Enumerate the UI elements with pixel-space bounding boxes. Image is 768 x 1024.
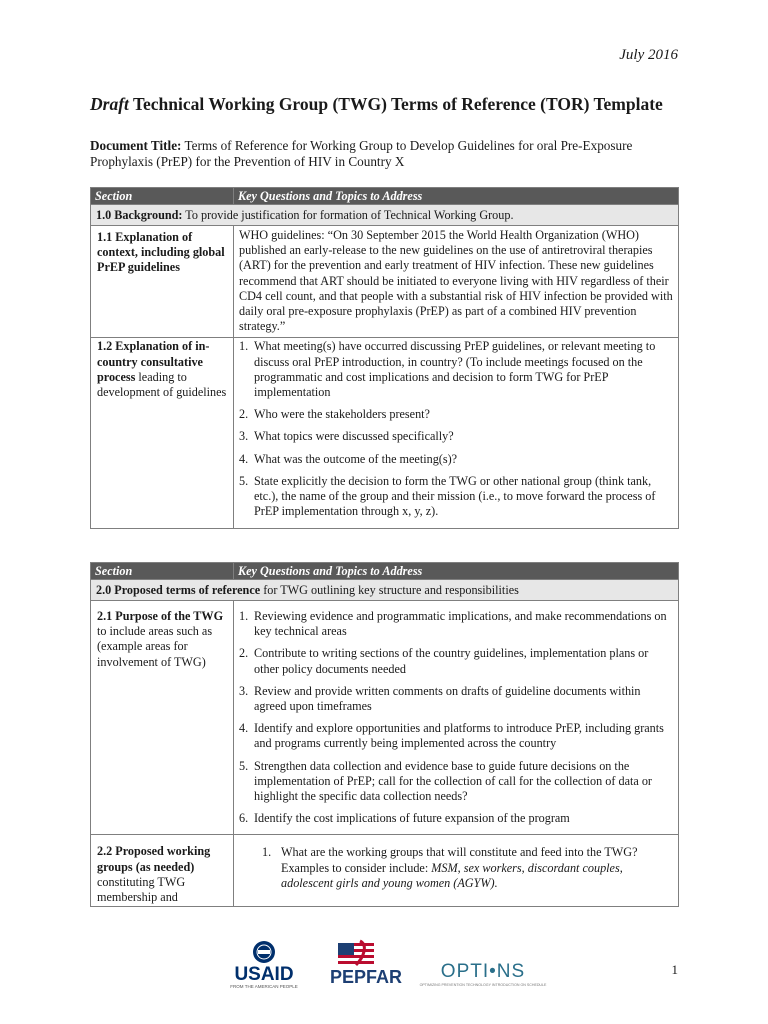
document-title-text: Terms of Reference for Working Group to Develop Guidelines for oral Pre-Exposure Prophylaxis (PrEP) for the Prevention of HIV in Country X	[90, 138, 633, 169]
band-text: for TWG outlining key structure and responsibilities	[260, 583, 519, 597]
terms-table	[90, 562, 679, 907]
date: July 2016	[619, 47, 678, 63]
document-heading	[90, 94, 663, 115]
band-label: 2.0 Proposed terms of reference	[96, 583, 261, 597]
header-section: Section	[91, 563, 234, 580]
row-content: WHO guidelines: “On 30 September 2015 the World Health Organization (WHO) published an early-release to the new guidelines on the use of antiretroviral therapies (ART) for the prevention and early treatment of HIV infection. These new guidelines recommend that ART should be initiated to everyone living with HIV regardless of their CD4 cell count, and that people with a substantial risk of HIV infection be provided with daily oral pre-exposure prophylaxis (PrEP) as part of a combined HIV prevention strategy.”	[234, 226, 679, 338]
header-section: Section	[91, 188, 234, 205]
table-row	[91, 601, 679, 835]
document-title	[90, 138, 690, 170]
list-item: 5. State explicitly the decision to form the TWG or other national group (think tank, etc.), the name of the group and their mission (i.e., to move forward the process of PrEP implementation through x, y, z).	[239, 473, 656, 519]
pepfar-logo	[330, 941, 402, 987]
row-label-rest: to include areas such as (example areas for involvement of TWG)	[97, 624, 213, 669]
table-header	[91, 563, 679, 580]
row-label: 1.2 Explanation of in-country consultative process	[97, 339, 210, 384]
table-row	[91, 338, 679, 529]
list-item: 2. Contribute to writing sections of the country guidelines, implementation plans or other policy documents needed	[239, 646, 649, 676]
table-row	[91, 226, 679, 338]
row-label: 2.2 Proposed working groups (as needed)	[97, 844, 211, 874]
options-tagline: OPTIMIZING PREVENTION TECHNOLOGY INTRODUCTION ON SCHEDULE	[419, 983, 547, 987]
section-band	[91, 205, 679, 226]
row-label: 2.1 Purpose of the TWG	[97, 609, 224, 623]
list-item: 1. Reviewing evidence and programmatic implications, and make recommendations on key technical areas	[239, 609, 667, 639]
list-item: 4. What was the outcome of the meeting(s)?	[239, 451, 458, 466]
header-questions: Key Questions and Topics to Address	[234, 563, 679, 580]
heading-text: Technical Working Group (TWG) Terms of Reference (TOR) Template	[128, 94, 663, 114]
list-item: 6. Identify the cost implications of future expansion of the program	[239, 811, 570, 826]
list-item: 4. Identify and explore opportunities and platforms to introduce PrEP, including grants and programs currently being implemented across the country	[239, 721, 664, 751]
header-questions: Key Questions and Topics to Address	[234, 188, 679, 205]
band-label: 1.0 Background:	[96, 208, 183, 222]
row-label: 1.1 Explanation of context, including global PrEP guidelines	[97, 230, 225, 275]
working-groups-list	[239, 845, 673, 891]
list-item: 3. Review and provide written comments on drafts of guideline documents within agreed upon timeframes	[239, 683, 641, 714]
background-table	[90, 187, 679, 529]
usaid-logo	[230, 941, 297, 989]
usaid-wordmark: USAID	[234, 964, 294, 985]
table-row	[91, 835, 679, 907]
purpose-list	[239, 609, 673, 826]
list-item: 3. What topics were discussed specifically?	[239, 429, 454, 444]
options-logo	[420, 961, 547, 987]
options-wordmark: OPTI•NS	[440, 961, 526, 982]
list-item: 1. What meeting(s) have occurred discussing PrEP guidelines, or relevant meeting to discuss oral PrEP introduction, in country? (To include meetings focused on the programmatic and cost implications and decision to form TWG for PrEP implementation	[239, 339, 656, 400]
list-item: 1. What are the working groups that will constitute and feed into the TWG? Examples to consider include: MSM, sex workers, discordant couples, adolescent girls and young women (AGYW).	[262, 845, 638, 890]
section-band	[91, 580, 679, 601]
table-header	[91, 188, 679, 205]
pepfar-wordmark: PEPFAR	[329, 967, 403, 987]
usaid-tagline: FROM THE AMERICAN PEOPLE	[230, 984, 298, 989]
page-number: 1	[671, 962, 678, 977]
document-title-label: Document Title:	[90, 138, 182, 153]
row-label-rest: constituting TWG membership and	[97, 874, 186, 905]
partner-logos	[0, 935, 768, 995]
list-item: 2. Who were the stakeholders present?	[239, 407, 430, 422]
list-item: 5. Strengthen data collection and evidence base to guide future decisions on the implementation of PrEP; call for the collection of call for the collection of data or highlight the specific data collection needs?	[239, 758, 652, 804]
draft-label: Draft	[90, 94, 129, 114]
row-label-rest: leading to development of guidelines	[97, 369, 227, 400]
question-list	[239, 339, 673, 519]
band-text: To provide justification for formation of Technical Working Group.	[182, 208, 514, 222]
